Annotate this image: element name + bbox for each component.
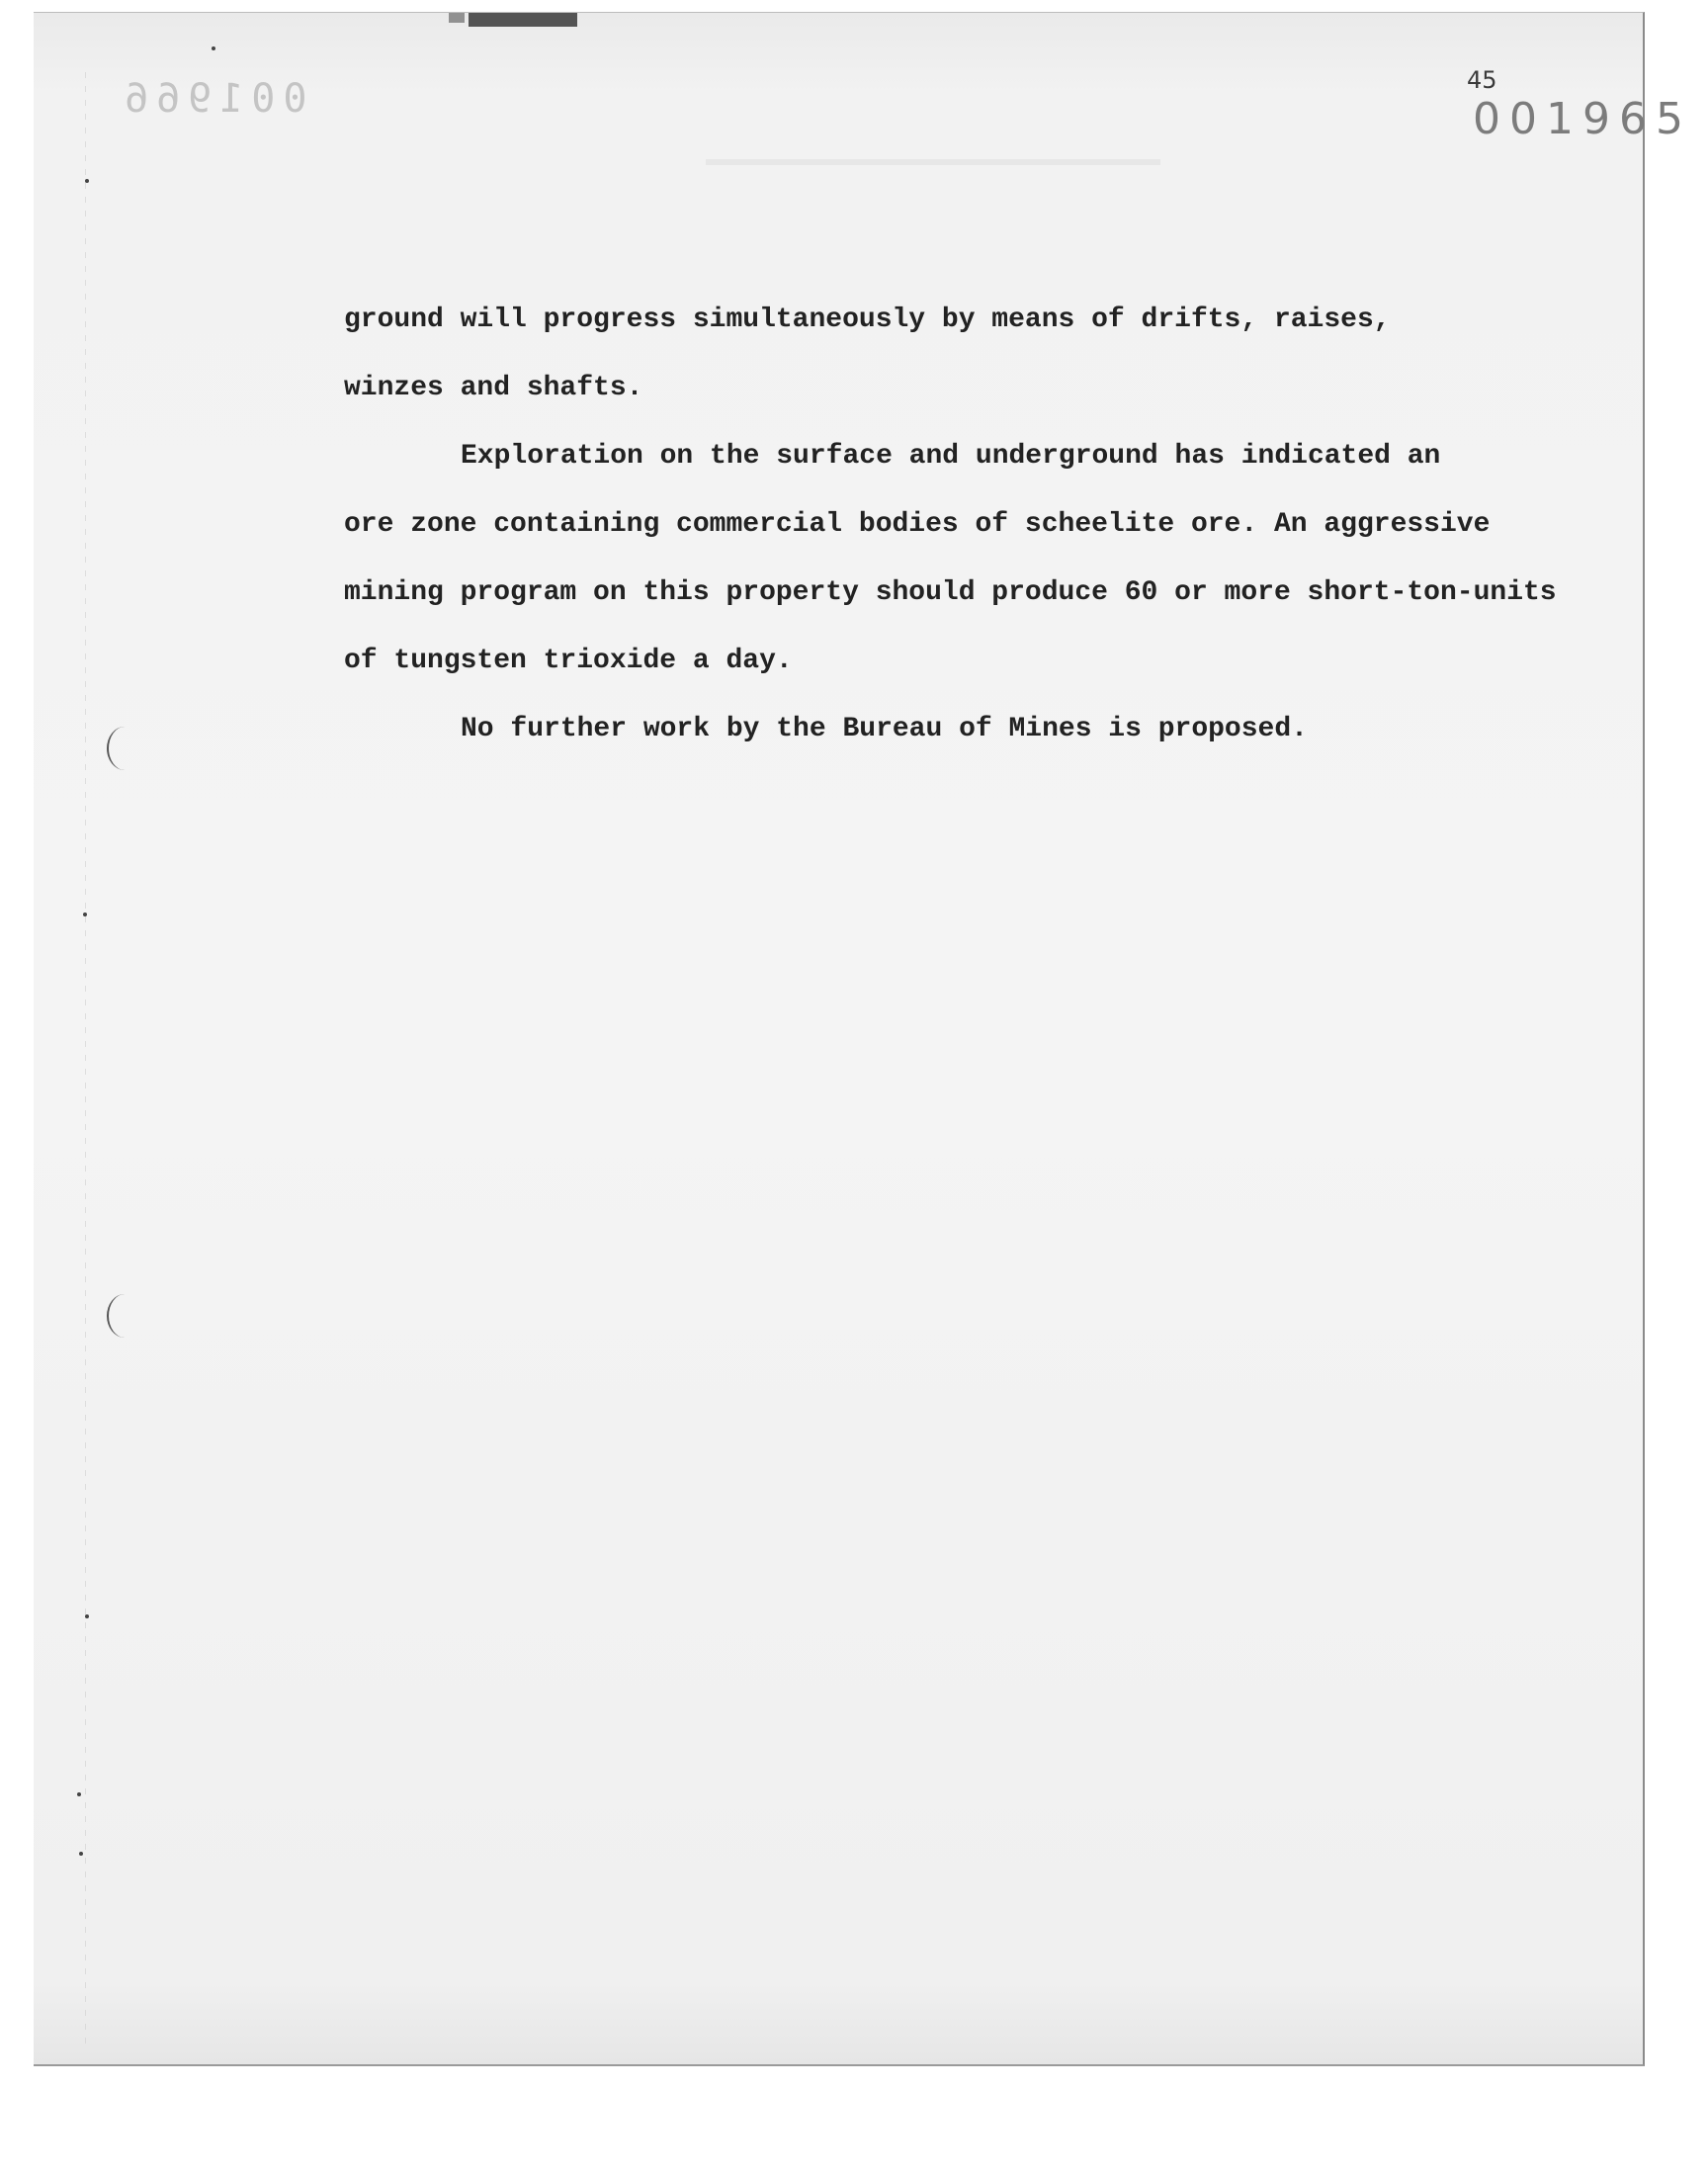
- text-line: winzes and shafts.: [344, 373, 643, 403]
- bleed-through-number: 001966: [117, 76, 307, 122]
- margin-artifact: [85, 72, 86, 2049]
- text-line: mining program on this property should produce 60 or more short-ton-units: [344, 577, 1557, 608]
- scan-speck: [77, 1792, 81, 1796]
- punch-hole: [107, 727, 142, 770]
- text-line: of tungsten trioxide a day.: [344, 646, 793, 676]
- text-line: ground will progress simultaneously by means of drifts, raises,: [344, 304, 1391, 335]
- scan-smudge: [469, 13, 577, 27]
- scan-speck: [212, 46, 215, 50]
- faint-header-line: [706, 159, 1160, 165]
- scan-speck: [79, 1852, 83, 1856]
- text-line: ore zone containing commercial bodies of scheelite ore. An aggressive: [344, 509, 1491, 540]
- document-number: 001965: [1473, 94, 1692, 144]
- scan-speck: [85, 179, 89, 183]
- punch-hole: [107, 1294, 142, 1338]
- scan-speck: [85, 1614, 89, 1618]
- scanned-page: [34, 12, 1692, 2066]
- text-line: Exploration on the surface and underground has indicated an: [461, 441, 1441, 472]
- body-text: [344, 286, 1589, 763]
- scan-smudge: [449, 13, 465, 23]
- scan-speck: [83, 913, 87, 916]
- text-line: No further work by the Bureau of Mines is proposed.: [461, 714, 1308, 744]
- page-number: 45: [1467, 66, 1497, 94]
